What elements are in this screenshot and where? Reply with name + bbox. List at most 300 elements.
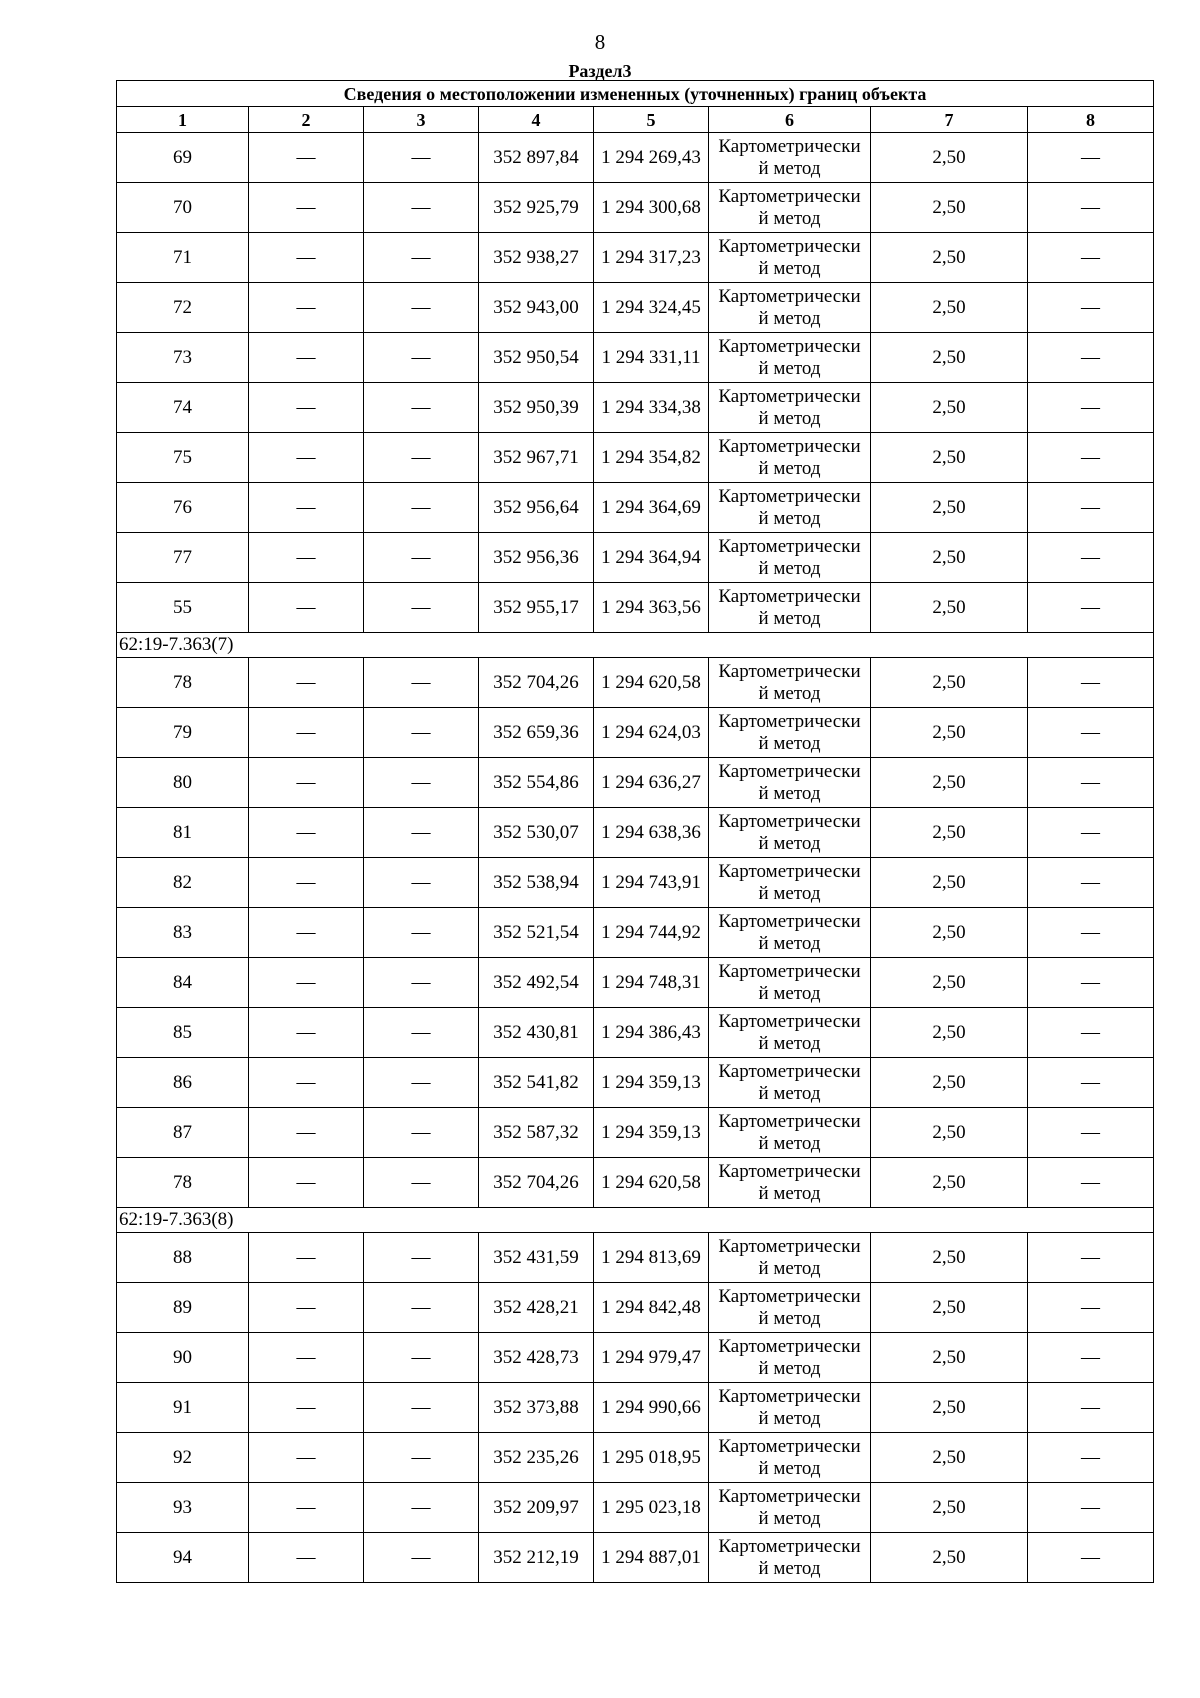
y-coordinate-cell: 1 294 638,36: [594, 808, 709, 858]
point-number-cell: 77: [117, 533, 249, 583]
accuracy-cell: 2,50: [871, 808, 1028, 858]
table-row: [117, 1383, 1154, 1433]
column-8-cell: —: [1028, 1233, 1154, 1283]
accuracy-cell: 2,50: [871, 708, 1028, 758]
accuracy-cell: 2,50: [871, 533, 1028, 583]
method-cell: [709, 233, 871, 283]
point-number-cell: 91: [117, 1383, 249, 1433]
method-text-line-1: Картометрически: [718, 810, 861, 832]
method-text-line-1: Картометрически: [718, 1235, 861, 1257]
method-cell: [709, 133, 871, 183]
column-8-cell: —: [1028, 583, 1154, 633]
column-2-cell: —: [249, 1433, 364, 1483]
method-text-line-2: й метод: [758, 507, 821, 529]
x-coordinate-cell: 352 950,54: [479, 333, 594, 383]
column-8-cell: —: [1028, 1383, 1154, 1433]
y-coordinate-cell: 1 295 023,18: [594, 1483, 709, 1533]
accuracy-cell: 2,50: [871, 333, 1028, 383]
method-cell: [709, 333, 871, 383]
column-2-cell: —: [249, 958, 364, 1008]
accuracy-cell: 2,50: [871, 1533, 1028, 1583]
y-coordinate-cell: 1 294 359,13: [594, 1108, 709, 1158]
column-2-cell: —: [249, 1533, 364, 1583]
accuracy-cell: 2,50: [871, 858, 1028, 908]
x-coordinate-cell: 352 925,79: [479, 183, 594, 233]
column-2-cell: —: [249, 1233, 364, 1283]
method-text-line-1: Картометрически: [718, 710, 861, 732]
column-2-cell: —: [249, 908, 364, 958]
point-number-cell: 73: [117, 333, 249, 383]
method-text-line-2: й метод: [758, 1132, 821, 1154]
method-cell: [709, 858, 871, 908]
y-coordinate-cell: 1 294 979,47: [594, 1333, 709, 1383]
accuracy-cell: 2,50: [871, 1333, 1028, 1383]
x-coordinate-cell: 352 428,73: [479, 1333, 594, 1383]
point-number-cell: 92: [117, 1433, 249, 1483]
x-coordinate-cell: 352 541,82: [479, 1058, 594, 1108]
point-number-cell: 74: [117, 383, 249, 433]
column-8-cell: —: [1028, 1333, 1154, 1383]
x-coordinate-cell: 352 967,71: [479, 433, 594, 483]
method-cell: [709, 183, 871, 233]
accuracy-cell: 2,50: [871, 283, 1028, 333]
method-text-line-1: Картометрически: [718, 135, 861, 157]
column-2-cell: —: [249, 133, 364, 183]
table-title-row: [117, 81, 1154, 107]
column-8-cell: —: [1028, 958, 1154, 1008]
point-number-cell: 81: [117, 808, 249, 858]
method-cell: [709, 708, 871, 758]
y-coordinate-cell: 1 294 744,92: [594, 908, 709, 958]
column-2-cell: —: [249, 708, 364, 758]
method-cell: [709, 1008, 871, 1058]
method-text-line-2: й метод: [758, 1257, 821, 1279]
method-text-line-1: Картометрически: [718, 1010, 861, 1032]
x-coordinate-cell: 352 955,17: [479, 583, 594, 633]
method-text-line-1: Картометрически: [718, 1435, 861, 1457]
table-row: [117, 533, 1154, 583]
method-cell: [709, 433, 871, 483]
y-coordinate-cell: 1 294 990,66: [594, 1383, 709, 1433]
table-row: [117, 808, 1154, 858]
accuracy-cell: 2,50: [871, 233, 1028, 283]
method-cell: [709, 1333, 871, 1383]
accuracy-cell: 2,50: [871, 1233, 1028, 1283]
table-row: [117, 183, 1154, 233]
method-text-line-2: й метод: [758, 557, 821, 579]
accuracy-cell: 2,50: [871, 1283, 1028, 1333]
column-3-cell: —: [364, 1483, 479, 1533]
column-3-cell: —: [364, 808, 479, 858]
column-2-cell: —: [249, 808, 364, 858]
column-3-cell: —: [364, 1383, 479, 1433]
column-2-cell: —: [249, 1058, 364, 1108]
y-coordinate-cell: 1 294 334,38: [594, 383, 709, 433]
column-3-cell: —: [364, 483, 479, 533]
y-coordinate-cell: 1 295 018,95: [594, 1433, 709, 1483]
group-header-row: [117, 633, 1154, 658]
column-number: 5: [594, 107, 709, 133]
table-row: [117, 1533, 1154, 1583]
x-coordinate-cell: 352 704,26: [479, 1158, 594, 1208]
y-coordinate-cell: 1 294 636,27: [594, 758, 709, 808]
point-number-cell: 82: [117, 858, 249, 908]
table-row: [117, 908, 1154, 958]
column-8-cell: —: [1028, 133, 1154, 183]
table-row: [117, 1283, 1154, 1333]
column-3-cell: —: [364, 1108, 479, 1158]
x-coordinate-cell: 352 521,54: [479, 908, 594, 958]
column-3-cell: —: [364, 133, 479, 183]
y-coordinate-cell: 1 294 300,68: [594, 183, 709, 233]
column-8-cell: —: [1028, 1483, 1154, 1533]
accuracy-cell: 2,50: [871, 1108, 1028, 1158]
column-8-cell: —: [1028, 533, 1154, 583]
column-2-cell: —: [249, 1008, 364, 1058]
point-number-cell: 85: [117, 1008, 249, 1058]
table-row: [117, 1108, 1154, 1158]
method-cell: [709, 958, 871, 1008]
x-coordinate-cell: 352 587,32: [479, 1108, 594, 1158]
y-coordinate-cell: 1 294 620,58: [594, 658, 709, 708]
column-8-cell: —: [1028, 1008, 1154, 1058]
method-cell: [709, 283, 871, 333]
x-coordinate-cell: 352 373,88: [479, 1383, 594, 1433]
x-coordinate-cell: 352 538,94: [479, 858, 594, 908]
y-coordinate-cell: 1 294 317,23: [594, 233, 709, 283]
table-row: [117, 383, 1154, 433]
column-8-cell: —: [1028, 233, 1154, 283]
column-2-cell: —: [249, 583, 364, 633]
method-text-line-2: й метод: [758, 1507, 821, 1529]
method-text-line-2: й метод: [758, 357, 821, 379]
method-text-line-2: й метод: [758, 157, 821, 179]
method-text-line-1: Картометрически: [718, 585, 861, 607]
method-text-line-1: Картометрически: [718, 960, 861, 982]
x-coordinate-cell: 352 430,81: [479, 1008, 594, 1058]
column-3-cell: —: [364, 183, 479, 233]
method-text-line-1: Картометрически: [718, 335, 861, 357]
column-3-cell: —: [364, 1233, 479, 1283]
method-text-line-2: й метод: [758, 1557, 821, 1579]
column-3-cell: —: [364, 658, 479, 708]
column-8-cell: —: [1028, 383, 1154, 433]
method-text-line-1: Картометрически: [718, 535, 861, 557]
coordinates-table: [116, 80, 1154, 1583]
method-cell: [709, 533, 871, 583]
accuracy-cell: 2,50: [871, 433, 1028, 483]
method-text-line-1: Картометрически: [718, 760, 861, 782]
method-text-line-2: й метод: [758, 307, 821, 329]
table-row: [117, 1158, 1154, 1208]
point-number-cell: 78: [117, 1158, 249, 1208]
x-coordinate-cell: 352 950,39: [479, 383, 594, 433]
point-number-cell: 83: [117, 908, 249, 958]
table-row: [117, 583, 1154, 633]
method-text-line-2: й метод: [758, 407, 821, 429]
x-coordinate-cell: 352 492,54: [479, 958, 594, 1008]
table-row: [117, 758, 1154, 808]
column-3-cell: —: [364, 533, 479, 583]
x-coordinate-cell: 352 956,36: [479, 533, 594, 583]
column-2-cell: —: [249, 1283, 364, 1333]
section-label: Раздел3: [568, 61, 632, 81]
accuracy-cell: 2,50: [871, 1058, 1028, 1108]
accuracy-cell: 2,50: [871, 1008, 1028, 1058]
table-body: [117, 81, 1154, 1583]
column-3-cell: —: [364, 1433, 479, 1483]
method-text-line-1: Картометрически: [718, 435, 861, 457]
accuracy-cell: 2,50: [871, 133, 1028, 183]
accuracy-cell: 2,50: [871, 658, 1028, 708]
column-3-cell: —: [364, 1158, 479, 1208]
y-coordinate-cell: 1 294 269,43: [594, 133, 709, 183]
point-number-cell: 75: [117, 433, 249, 483]
x-coordinate-cell: 352 212,19: [479, 1533, 594, 1583]
method-cell: [709, 1058, 871, 1108]
method-text-line-1: Картометрически: [718, 1160, 861, 1182]
y-coordinate-cell: 1 294 331,11: [594, 333, 709, 383]
x-coordinate-cell: 352 209,97: [479, 1483, 594, 1533]
table-title: Сведения о местоположении измененных (уточненных) границ объекта: [117, 81, 1154, 107]
column-8-cell: —: [1028, 1058, 1154, 1108]
column-3-cell: —: [364, 1533, 479, 1583]
table-row: [117, 858, 1154, 908]
method-text-line-1: Картометрически: [718, 235, 861, 257]
method-cell: [709, 1483, 871, 1533]
x-coordinate-cell: 352 235,26: [479, 1433, 594, 1483]
column-2-cell: —: [249, 283, 364, 333]
x-coordinate-cell: 352 897,84: [479, 133, 594, 183]
column-number: 8: [1028, 107, 1154, 133]
column-3-cell: —: [364, 333, 479, 383]
accuracy-cell: 2,50: [871, 383, 1028, 433]
method-text-line-1: Картометрически: [718, 660, 861, 682]
table-row: [117, 708, 1154, 758]
method-text-line-2: й метод: [758, 1457, 821, 1479]
method-cell: [709, 808, 871, 858]
x-coordinate-cell: 352 938,27: [479, 233, 594, 283]
table-row: [117, 1058, 1154, 1108]
method-text-line-2: й метод: [758, 982, 821, 1004]
column-8-cell: —: [1028, 1283, 1154, 1333]
column-8-cell: —: [1028, 758, 1154, 808]
point-number-cell: 71: [117, 233, 249, 283]
method-text-line-2: й метод: [758, 207, 821, 229]
column-3-cell: —: [364, 1283, 479, 1333]
method-cell: [709, 1158, 871, 1208]
accuracy-cell: 2,50: [871, 483, 1028, 533]
column-3-cell: —: [364, 708, 479, 758]
table-row: [117, 333, 1154, 383]
y-coordinate-cell: 1 294 887,01: [594, 1533, 709, 1583]
accuracy-cell: 2,50: [871, 908, 1028, 958]
column-number: 1: [117, 107, 249, 133]
method-text-line-2: й метод: [758, 732, 821, 754]
column-2-cell: —: [249, 383, 364, 433]
column-2-cell: —: [249, 183, 364, 233]
table-row: [117, 958, 1154, 1008]
accuracy-cell: 2,50: [871, 758, 1028, 808]
column-number: 6: [709, 107, 871, 133]
point-number-cell: 89: [117, 1283, 249, 1333]
y-coordinate-cell: 1 294 359,13: [594, 1058, 709, 1108]
page-number: 8: [594, 30, 606, 54]
column-3-cell: —: [364, 958, 479, 1008]
column-2-cell: —: [249, 658, 364, 708]
method-cell: [709, 1533, 871, 1583]
x-coordinate-cell: 352 431,59: [479, 1233, 594, 1283]
column-8-cell: —: [1028, 908, 1154, 958]
group-label: 62:19-7.363(8): [117, 1208, 1154, 1233]
method-cell: [709, 1233, 871, 1283]
column-3-cell: —: [364, 233, 479, 283]
y-coordinate-cell: 1 294 813,69: [594, 1233, 709, 1283]
point-number-cell: 90: [117, 1333, 249, 1383]
method-text-line-2: й метод: [758, 832, 821, 854]
method-text-line-1: Картометрически: [718, 185, 861, 207]
point-number-cell: 80: [117, 758, 249, 808]
column-2-cell: —: [249, 333, 364, 383]
method-text-line-1: Картометрически: [718, 1285, 861, 1307]
x-coordinate-cell: 352 659,36: [479, 708, 594, 758]
point-number-cell: 78: [117, 658, 249, 708]
column-3-cell: —: [364, 1008, 479, 1058]
point-number-cell: 76: [117, 483, 249, 533]
method-text-line-2: й метод: [758, 782, 821, 804]
column-2-cell: —: [249, 1483, 364, 1533]
table-row: [117, 1483, 1154, 1533]
column-3-cell: —: [364, 283, 479, 333]
table-row: [117, 233, 1154, 283]
method-cell: [709, 383, 871, 433]
column-8-cell: —: [1028, 808, 1154, 858]
y-coordinate-cell: 1 294 354,82: [594, 433, 709, 483]
x-coordinate-cell: 352 428,21: [479, 1283, 594, 1333]
method-text-line-1: Картометрически: [718, 1110, 861, 1132]
table-row: [117, 1433, 1154, 1483]
method-text-line-2: й метод: [758, 607, 821, 629]
method-text-line-2: й метод: [758, 1307, 821, 1329]
accuracy-cell: 2,50: [871, 1383, 1028, 1433]
method-text-line-2: й метод: [758, 1032, 821, 1054]
method-text-line-2: й метод: [758, 1407, 821, 1429]
point-number-cell: 93: [117, 1483, 249, 1533]
column-3-cell: —: [364, 1058, 479, 1108]
column-2-cell: —: [249, 533, 364, 583]
column-8-cell: —: [1028, 283, 1154, 333]
column-8-cell: —: [1028, 483, 1154, 533]
method-cell: [709, 658, 871, 708]
column-8-cell: —: [1028, 1533, 1154, 1583]
column-2-cell: —: [249, 1108, 364, 1158]
table-row: [117, 483, 1154, 533]
accuracy-cell: 2,50: [871, 583, 1028, 633]
point-number-cell: 69: [117, 133, 249, 183]
table-row: [117, 1008, 1154, 1058]
point-number-cell: 94: [117, 1533, 249, 1583]
column-3-cell: —: [364, 908, 479, 958]
column-8-cell: —: [1028, 858, 1154, 908]
method-text-line-1: Картометрически: [718, 1385, 861, 1407]
method-text-line-1: Картометрически: [718, 910, 861, 932]
x-coordinate-cell: 352 554,86: [479, 758, 594, 808]
group-header-row: [117, 1208, 1154, 1233]
method-text-line-2: й метод: [758, 932, 821, 954]
accuracy-cell: 2,50: [871, 1158, 1028, 1208]
y-coordinate-cell: 1 294 748,31: [594, 958, 709, 1008]
y-coordinate-cell: 1 294 386,43: [594, 1008, 709, 1058]
table-row: [117, 133, 1154, 183]
column-number: 2: [249, 107, 364, 133]
accuracy-cell: 2,50: [871, 1433, 1028, 1483]
method-text-line-1: Картометрически: [718, 385, 861, 407]
method-text-line-2: й метод: [758, 682, 821, 704]
table-row: [117, 1233, 1154, 1283]
column-2-cell: —: [249, 233, 364, 283]
column-8-cell: —: [1028, 333, 1154, 383]
column-2-cell: —: [249, 483, 364, 533]
point-number-cell: 84: [117, 958, 249, 1008]
y-coordinate-cell: 1 294 364,69: [594, 483, 709, 533]
point-number-cell: 88: [117, 1233, 249, 1283]
column-number: 7: [871, 107, 1028, 133]
column-2-cell: —: [249, 758, 364, 808]
method-cell: [709, 583, 871, 633]
method-text-line-1: Картометрически: [718, 1060, 861, 1082]
accuracy-cell: 2,50: [871, 1483, 1028, 1533]
column-number: 4: [479, 107, 594, 133]
column-number: 3: [364, 107, 479, 133]
point-number-cell: 79: [117, 708, 249, 758]
method-text-line-1: Картометрически: [718, 860, 861, 882]
column-2-cell: —: [249, 1383, 364, 1433]
method-text-line-1: Картометрически: [718, 1335, 861, 1357]
y-coordinate-cell: 1 294 624,03: [594, 708, 709, 758]
method-text-line-1: Картометрически: [718, 485, 861, 507]
x-coordinate-cell: 352 704,26: [479, 658, 594, 708]
y-coordinate-cell: 1 294 363,56: [594, 583, 709, 633]
x-coordinate-cell: 352 530,07: [479, 808, 594, 858]
table-row: [117, 433, 1154, 483]
method-text-line-2: й метод: [758, 257, 821, 279]
method-cell: [709, 1283, 871, 1333]
y-coordinate-cell: 1 294 620,58: [594, 1158, 709, 1208]
method-cell: [709, 758, 871, 808]
column-8-cell: —: [1028, 183, 1154, 233]
x-coordinate-cell: 352 956,64: [479, 483, 594, 533]
column-8-cell: —: [1028, 433, 1154, 483]
table-row: [117, 658, 1154, 708]
table-row: [117, 283, 1154, 333]
column-3-cell: —: [364, 758, 479, 808]
y-coordinate-cell: 1 294 743,91: [594, 858, 709, 908]
y-coordinate-cell: 1 294 842,48: [594, 1283, 709, 1333]
column-8-cell: —: [1028, 1108, 1154, 1158]
method-cell: [709, 483, 871, 533]
column-3-cell: —: [364, 1333, 479, 1383]
column-8-cell: —: [1028, 658, 1154, 708]
method-text-line-1: Картометрически: [718, 1485, 861, 1507]
point-number-cell: 86: [117, 1058, 249, 1108]
method-text-line-2: й метод: [758, 1082, 821, 1104]
group-label: 62:19-7.363(7): [117, 633, 1154, 658]
column-8-cell: —: [1028, 1433, 1154, 1483]
method-text-line-2: й метод: [758, 457, 821, 479]
method-text-line-2: й метод: [758, 882, 821, 904]
point-number-cell: 87: [117, 1108, 249, 1158]
column-2-cell: —: [249, 1158, 364, 1208]
